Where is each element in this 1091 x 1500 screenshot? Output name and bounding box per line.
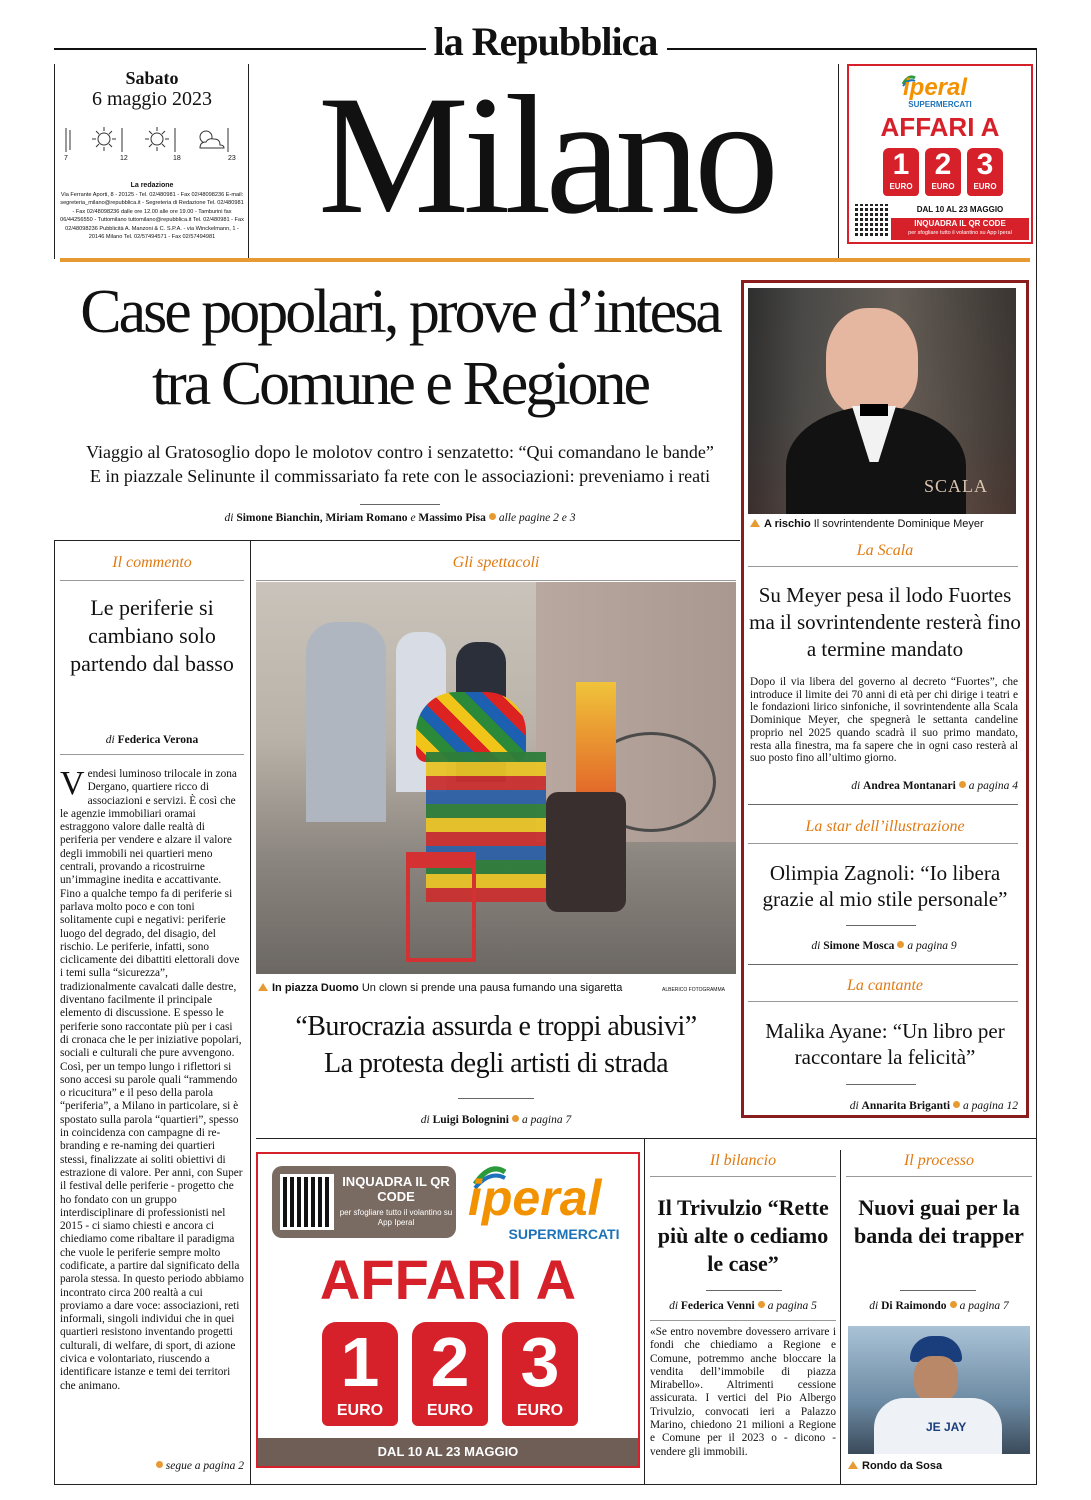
meyer-caption: A rischio Il sovrintendente Dominique Meyer [750, 518, 1020, 530]
commento-rule [60, 580, 244, 581]
photo-credit: ALBERICO FOTOGRAMMA [662, 987, 725, 993]
bilancio-short-rule [706, 1290, 782, 1291]
issue-day: Sabato [125, 68, 179, 88]
ad-dates: DAL 10 AL 23 MAGGIO [916, 205, 1004, 214]
processo-short-rule [900, 1290, 976, 1291]
illustrazione-short-rule [846, 925, 916, 926]
processo-byline: di Di Raimondo a pagina 7 [869, 1300, 1009, 1312]
iperal-sub-large: SUPERMERCATI [508, 1226, 620, 1242]
bilancio-rule [650, 1176, 836, 1177]
passerby-1 [306, 622, 386, 822]
cantante-byline: di Annarita Briganti a pagina 12 [849, 1100, 1018, 1112]
illustrazione-rule [748, 843, 1018, 844]
processo-kicker: Il processo [903, 1152, 975, 1169]
lead-headline[interactable]: Case popolari, prove d’intesa tra Comune e Regione [80, 278, 720, 418]
face [914, 1356, 958, 1402]
illustrazione-headline[interactable]: Olimpia Zagnoli: “Io libera grazie al mio stile personale” [762, 861, 1008, 911]
lead-deck: Viaggio al Gratosoglio dopo le molotov contro i senzatetto: “Qui comandano le bande” E in piazzale Selinunte il commissariato fa rete con le associazioni: preveniamo i reati [86, 442, 714, 486]
ad-bottom-dates: DAL 10 AL 23 MAGGIO [258, 1438, 638, 1466]
cantante-headline[interactable]: Malika Ayane: “Un libro per raccontare la felicità” [765, 1019, 1005, 1069]
lead-deck-rule [360, 504, 440, 505]
processo-rule [846, 1176, 1032, 1177]
illustrazione-kicker: La star dell’illustrazione [805, 818, 965, 835]
ad-headline: AFFARI A [880, 112, 1000, 142]
price-tag-1: 1 EURO [883, 148, 919, 196]
bilancio-byline-rule [650, 1320, 836, 1321]
sun-icon: 18 [137, 124, 177, 160]
spettacoli-headline[interactable]: “Burocrazia assurda e troppi abusivi” La protesta degli artisti di strada [295, 1011, 697, 1079]
rain-icon: 7 [64, 155, 68, 162]
face [826, 308, 918, 416]
processo-headline[interactable]: Nuovi guai per la banda dei trapper [854, 1195, 1024, 1248]
scala-body: Dopo il via libera del governo al decreto “Fuortes”, che introduce il limite dei 70 anni di età per chi dirige i teatri e le fondazioni lirico sinfoniche, il sovrintendente alla Scala Dominique Meyer, che spegnerà le settanta candeline proprio nel 2025 quando scadrà il suo primo mandato, resta alla finestra, ma fa sapere che in ogni caso resterà al suo posto fino all’ultimo giorno. [750, 676, 1018, 765]
bilancio-kicker: Il bilancio [709, 1152, 777, 1169]
scala-bottom-rule [748, 804, 1018, 805]
qr-code[interactable] [855, 204, 889, 238]
spettacoli-kicker: Gli spettacoli [452, 554, 540, 571]
sun-icon: 12 [84, 124, 124, 160]
masthead-left-border [54, 64, 55, 259]
masthead-divider [248, 64, 249, 259]
ad-iperal-top[interactable] [847, 64, 1033, 244]
masthead-divider-right [838, 64, 839, 259]
dropcap: V [60, 768, 85, 802]
issue-date: 6 maggio 2023 [92, 88, 212, 110]
iperal-logo: iperal [903, 74, 968, 101]
ad-iperal-bottom[interactable] [256, 1152, 640, 1468]
illustrazione-bottom-rule [748, 964, 1018, 965]
clown-photo [256, 582, 736, 974]
iperal-logo-large: iperal [468, 1170, 602, 1226]
page-right-border [1036, 50, 1037, 1485]
trapper-photo [848, 1326, 1030, 1454]
masthead-orange-rule [60, 258, 1030, 262]
spettacoli-short-rule [458, 1098, 534, 1099]
redazione-title: La redazione [130, 182, 174, 189]
bilancio-byline: di Federica Venni a pagina 5 [669, 1300, 817, 1312]
lower-section-rule [256, 1138, 1036, 1139]
meyer-photo [748, 288, 1016, 514]
qr-code-large[interactable] [280, 1174, 334, 1230]
edition-title: Milano [317, 61, 774, 249]
clown-caption: In piazza Duomo Un clown si prende una pausa fumando una sigaretta [258, 982, 678, 994]
ad-qr-banner: INQUADRA IL QR CODE per sfogliare tutto il volantino su App Iperal [891, 218, 1029, 240]
left-border [54, 540, 55, 1485]
price-tag-large-3: 3 EURO [502, 1322, 578, 1426]
commento-kicker: Il commento [112, 554, 192, 571]
scala-rule [748, 566, 1018, 567]
illustrazione-byline: di Simone Mosca a pagina 9 [811, 940, 957, 952]
commento-byline: di Federica Verona [105, 734, 199, 746]
lead-byline: di Simone Bianchin, Miriam Romano e Massimo Pisa alle pagine 2 e 3 [224, 512, 576, 524]
brand-logo[interactable]: la Repubblica [433, 19, 658, 64]
price-tag-large-2: 2 EURO [412, 1322, 488, 1426]
bilancio-headline[interactable]: Il Trivulzio “Rette più alte o cediamo le case” [657, 1195, 829, 1276]
cantante-kicker: La cantante [847, 977, 923, 994]
trapper-caption: Rondo da Sosa [848, 1460, 1032, 1472]
lead-bottom-rule [54, 540, 740, 541]
spettacoli-byline: di Luigi Bolognini a pagina 7 [420, 1114, 572, 1126]
price-tag-3: 3 EURO [967, 148, 1003, 196]
commento-byline-rule [60, 754, 244, 755]
ad-bottom-headline: AFFARI A [319, 1248, 577, 1311]
spettacoli-rule [256, 580, 736, 581]
ad-qr-box[interactable]: INQUADRA IL QR CODE per sfogliare tutto il volantino su App Iperal [272, 1166, 456, 1238]
col-divider-bottom-1 [644, 1138, 645, 1485]
backpack [546, 792, 626, 912]
price-tag-large-1: 1 EURO [322, 1322, 398, 1426]
commento-continue[interactable]: segue a pagina 2 [60, 1460, 244, 1472]
iperal-sub: SUPERMERCATI [908, 100, 972, 109]
commento-body: Vendesi luminoso trilocale in zona Dergano, quartiere ricco di associazioni e servizi. È così che le agenzie immobiliari oramai estraggono valore dalle realtà di periferia per vendere e alzare il valore degli immobili nei quartieri meno centrali, provando a ricostruirne un’immagine inedita e accattivante. Fino a qualche tempo fa di periferie si parlava molto poco e con toni solitamente cupi e negativi: periferie luogo del degrado, del disagio, del rischio. Le periferie, infatti, sono ciclicamente dei dibattiti elettorali dove i temi sulla “sicurezza”, tradizionalmente cavalcati dalle destre, diventano facilmente il principale elemento di discussione. E spesso le periferie sono raccontate più per i casi di cronaca che le per iniziative popolari, sociali e culturali che pure avvengono. Così, per un tempo lungo i riflettori si sono accesi su parole quali “rammendo o ricucitura” e il peso della parola “periferia”, a Milano in particolare, si è spostato sulla parola “quartieri”, spesso in coincidenza con campagne di re-branding e re-naming dei quartieri stessi, finalizzate ai soliti obiettivi di estrazione di valore. Per anni, con Super il festival delle periferie - progetto che ho fondato con un gruppo interdisciplinare di professionisti nel 2015 - ci siamo chiesti e ancora ci chiediamo come ribaltare il paradigma che vuole le periferie sempre molto codificate, a partire dal significato della parola stessa. In questo periodo abbiamo incontrato circa 200 realtà a cui proviamo a dare voce: associazioni, reti informali, singoli individui che in quei quartieri resistono inventando progetti culturali, di welfare, di sport, di azione civica e volontariato, riuscendo a identificare istanze e temi dei territori che animano. [60, 768, 244, 1392]
scala-sign: SCALA [924, 476, 989, 496]
scala-byline: di Andrea Montanari a pagina 4 [851, 780, 1018, 792]
redazione-contacts: Via Ferrante Aporti, 8 - 20125 - Tel. 02/480981 - Fax 02/48098236 E-mail: segreteria_milano@repubblica.it - Segreteria di Redazione Tel. 02/480981 - Fax 02/48098236 dalle ore 12.00 alle ore 19.00 - Tamburini fax 06/44256550 - Tuttomilano tuttomilano@repubblica.it Tel. 02/480981 - Fax 02/48098236 Pubblicità A. Manzoni & C. S.P.A. - via Winckelmann, 1 - 20146 Milano Tel. 02/57494571 - Fax 02/57494981 [60, 192, 244, 241]
scala-headline[interactable]: Su Meyer pesa il lodo Fuortes ma il sovrintendente resterà fino a termine mandato [749, 583, 1021, 661]
bowtie [860, 404, 888, 416]
col-divider-bottom-2 [840, 1150, 841, 1485]
weather-strip [62, 124, 244, 160]
scala-kicker: La Scala [856, 542, 914, 559]
red-stool [406, 852, 476, 962]
commento-title[interactable]: Le periferie si cambiano solo partendo dal basso [70, 595, 234, 676]
price-tag-2: 2 EURO [925, 148, 961, 196]
cantante-short-rule [846, 1084, 916, 1085]
cantante-rule [748, 1001, 1018, 1002]
jersey-lettering: JE JAY [926, 1420, 967, 1434]
bilancio-body: «Se entro novembre dovessero arrivare i fondi che chiediamo a Regione e Comune, potremmo anche bloccare la vendita dell’immobile di piazza Mirabello». Altrimenti cessione assicurata. I vertici del Pio Albergo Trivulzio, convocati ieri a Palazzo Marino, chiedono 21 milioni a Regione e Comune per il 2023 o - dicono - vendere gli immobili. [650, 1326, 836, 1458]
partly-cloudy-icon: 23 [190, 124, 230, 160]
balloons [576, 682, 616, 792]
page-bottom-rule [54, 1484, 1036, 1485]
col-divider-1 [250, 540, 251, 1485]
